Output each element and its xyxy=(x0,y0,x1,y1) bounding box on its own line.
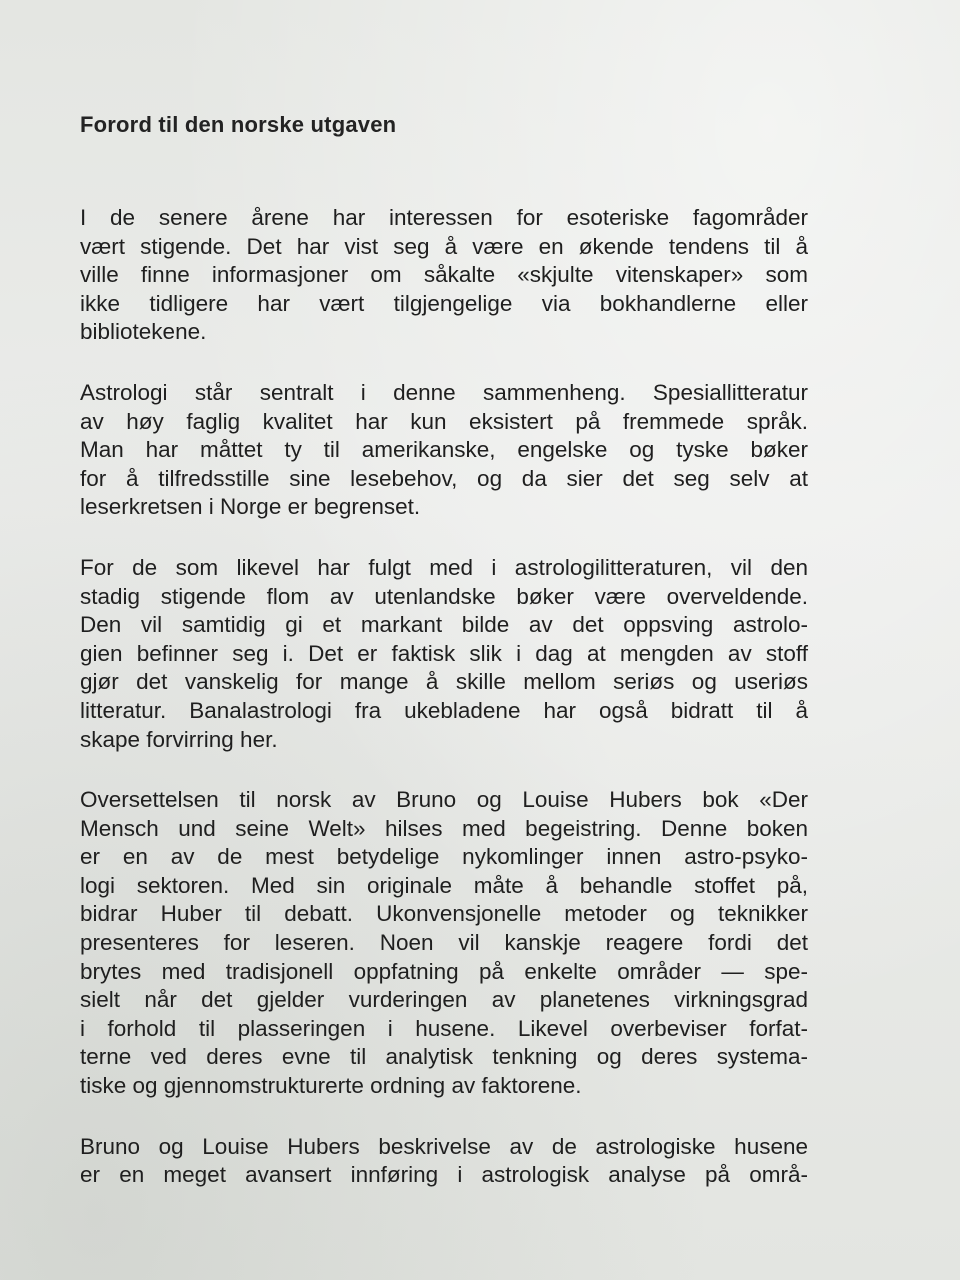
text-line: er en meget avansert innføring i astrologisk analyse på områ- xyxy=(80,1162,808,1188)
text-line: gien befinner seg i. Det er faktisk slik i dag at mengden av stoff xyxy=(80,640,808,666)
text-line: bibliotekene. xyxy=(80,319,207,345)
text-line: sielt når det gjelder vurderingen av planetenes virkningsgrad xyxy=(80,987,808,1013)
text-line: ville finne informasjoner om såkalte «skjulte vitenskaper» som xyxy=(80,262,808,288)
text-line: Mensch und seine Welt» hilses med begeistring. Denne boken xyxy=(80,815,808,841)
paragraph-2 xyxy=(80,379,808,522)
text-line: for å tilfredsstille sine lesebehov, og da sier det seg selv at xyxy=(80,465,808,491)
text-line: Oversettelsen til norsk av Bruno og Louise Hubers bok «Der xyxy=(80,787,808,813)
text-line: litteratur. Banalastrologi fra ukebladene har også bidratt til å xyxy=(80,697,808,723)
text-line: terne ved deres evne til analytisk tenkning og deres systema- xyxy=(80,1044,808,1070)
text-line: av høy faglig kvalitet har kun eksistert på fremmede språk. xyxy=(80,408,808,434)
text-line: skape forvirring her. xyxy=(80,726,278,752)
text-line: presenteres for leseren. Noen vil kanskje reagere fordi det xyxy=(80,930,808,956)
text-line: Man har måttet ty til amerikanske, engelske og tyske bøker xyxy=(80,437,808,463)
text-line: er en av de mest betydelige nykomlinger innen astro-psyko- xyxy=(80,844,808,870)
text-line: stadig stigende flom av utenlandske bøker være overveldende. xyxy=(80,583,808,609)
text-line: Astrologi står sentralt i denne sammenheng. Spesiallitteratur xyxy=(80,379,808,405)
paragraph-3 xyxy=(80,554,808,754)
paragraph-1 xyxy=(80,204,808,347)
text-line: brytes med tradisjonell oppfatning på enkelte områder — spe- xyxy=(80,958,808,984)
page-content xyxy=(80,112,808,1222)
text-line: I de senere årene har interessen for esoteriske fagområder xyxy=(80,205,808,230)
text-line: tiske og gjennomstrukturerte ordning av faktorene. xyxy=(80,1073,582,1099)
text-line: leserkretsen i Norge er begrenset. xyxy=(80,494,421,520)
text-line: Den vil samtidig gi et markant bilde av det oppsving astrolo- xyxy=(80,612,808,638)
text-line: ikke tidligere har vært tilgjengelige via bokhandlerne eller xyxy=(80,290,808,316)
text-line: gjør det vanskelig for mange å skille mellom seriøs og useriøs xyxy=(80,669,808,695)
text-line: bidrar Huber til debatt. Ukonvensjonelle metoder og teknikker xyxy=(80,901,808,927)
text-line: logi sektoren. Med sin originale måte å behandle stoffet på, xyxy=(80,872,808,898)
text-line: Bruno og Louise Hubers beskrivelse av de astrologiske husene xyxy=(80,1133,808,1159)
paragraph-5 xyxy=(80,1133,808,1190)
text-line: vært stigende. Det har vist seg å være en økende tendens til å xyxy=(80,233,808,259)
paragraph-4 xyxy=(80,786,808,1101)
text-line: For de som likevel har fulgt med i astrologilitteraturen, vil den xyxy=(80,554,808,580)
page-heading: Forord til den norske utgaven xyxy=(80,112,397,137)
text-line: i forhold til plasseringen i husene. Likevel overbeviser forfat- xyxy=(80,1015,808,1041)
